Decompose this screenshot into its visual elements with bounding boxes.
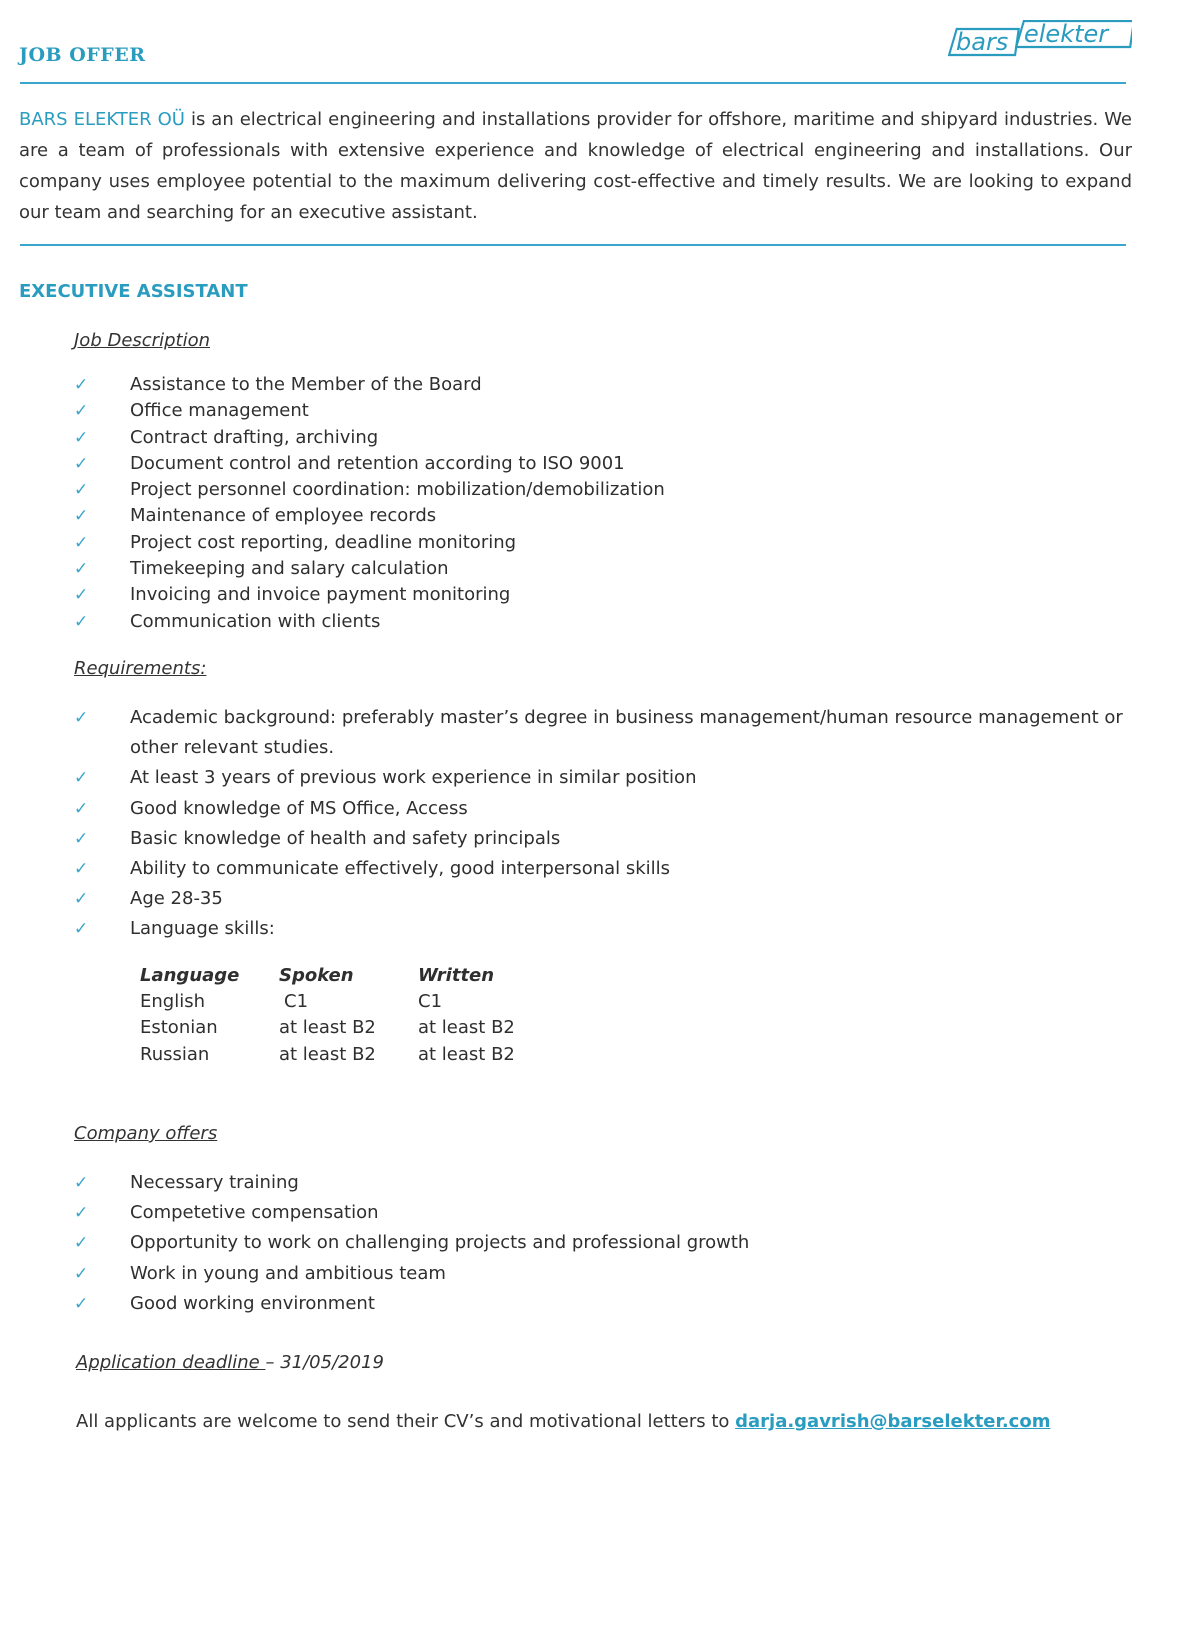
check-icon: ✓ (74, 708, 89, 728)
column-header: Language (140, 964, 240, 986)
check-icon: ✓ (74, 768, 89, 789)
company-offers-heading: Company offers (74, 1123, 218, 1144)
logo-text-elekter: elekter (1024, 20, 1109, 48)
list-item: ✓ Basic knowledge of health and safety principals (74, 824, 1170, 854)
check-icon: ✓ (74, 1173, 89, 1193)
check-icon: ✓ (74, 1203, 89, 1224)
list-item: ✓ Contract drafting, archiving (74, 425, 665, 451)
check-icon: ✓ (74, 453, 89, 474)
list-item: ✓ Work in young and ambitious team (74, 1259, 749, 1289)
list-item: ✓ Good knowledge of MS Office, Access (74, 794, 1170, 824)
check-icon: ✓ (74, 559, 89, 580)
check-icon: ✓ (74, 828, 89, 849)
check-icon: ✓ (74, 798, 89, 819)
list-item: ✓ Opportunity to work on challenging projects and professional growth (74, 1228, 749, 1258)
list-item: ✓ Invoicing and invoice payment monitoring (74, 582, 665, 608)
company-offers-list (74, 1168, 749, 1319)
application-deadline (76, 1352, 384, 1373)
table-row (140, 1015, 558, 1042)
logo-text-bars: bars (956, 28, 1009, 56)
check-icon: ✓ (74, 375, 89, 395)
table-cell: at least B2 (279, 1017, 376, 1039)
table-cell: C1 (418, 990, 443, 1012)
list-item: ✓ Ability to communicate effectively, good interpersonal skills (74, 854, 1170, 884)
list-item: ✓ Document control and retention according to ISO 9001 (74, 451, 665, 477)
list-item: ✓ Necessary training (74, 1168, 749, 1198)
check-icon: ✓ (74, 506, 89, 527)
language-skills-table (140, 962, 558, 1068)
list-item: ✓ Project personnel coordination: mobilization/demobilization (74, 477, 665, 503)
intro-text: is an electrical engineering and installations provider for offshore, maritime and shipyard industries. We are a team of professionals with extensive experience and knowledge of electrical engineering and installations. Our company uses employee potential to the maximum delivering cost-effective and timely results. We are looking to expand our team and searching for an executive assistant. (19, 109, 1133, 223)
check-icon: ✓ (74, 859, 89, 880)
check-icon: ✓ (74, 427, 89, 448)
table-cell: English (140, 990, 205, 1012)
table-row (140, 988, 558, 1015)
check-icon: ✓ (74, 1233, 89, 1254)
table-cell: at least B2 (418, 1043, 515, 1065)
column-header: Written (418, 964, 495, 986)
list-item: ✓ Language skills: (74, 914, 1170, 944)
check-icon: ✓ (74, 889, 89, 910)
position-title: EXECUTIVE ASSISTANT (19, 281, 248, 302)
list-item: ✓ Assistance to the Member of the Board (74, 372, 665, 398)
list-item: ✓ Office management (74, 398, 665, 424)
table-cell: at least B2 (418, 1017, 515, 1039)
list-item: ✓ Timekeeping and salary calculation (74, 556, 665, 582)
table-cell: Estonian (140, 1017, 218, 1039)
deadline-date: – 31/05/2019 (265, 1352, 384, 1373)
intro-paragraph (19, 104, 1132, 228)
list-item: ✓ Age 28-35 (74, 884, 1170, 914)
company-logo (948, 20, 1132, 58)
divider-middle (20, 244, 1126, 246)
check-icon: ✓ (74, 585, 89, 606)
closing-statement (76, 1411, 1050, 1432)
job-description-list (74, 372, 665, 635)
check-icon: ✓ (74, 1263, 89, 1284)
table-cell: Russian (140, 1043, 210, 1065)
check-icon: ✓ (74, 1293, 89, 1314)
requirements-list (74, 703, 1170, 945)
check-icon: ✓ (74, 480, 89, 501)
table-row (140, 1041, 558, 1068)
list-item: ✓ Competetive compensation (74, 1198, 749, 1228)
list-item: ✓ Project cost reporting, deadline monitoring (74, 530, 665, 556)
list-item: ✓ Communication with clients (74, 609, 665, 635)
job-description-heading: Job Description (74, 330, 210, 351)
column-header: Spoken (279, 964, 354, 986)
closing-text: All applicants are welcome to send their CV’s and motivational letters to (76, 1411, 736, 1432)
list-item: ✓ Maintenance of employee records (74, 503, 665, 529)
list-item: ✓ Good working environment (74, 1289, 749, 1319)
check-icon: ✓ (74, 611, 89, 632)
contact-email-link[interactable]: darja.gavrish@barselekter.com (735, 1411, 1051, 1432)
check-icon: ✓ (74, 532, 89, 553)
divider-top (20, 82, 1126, 84)
page-title: JOB OFFER (19, 44, 146, 66)
table-cell: C1 (284, 990, 309, 1012)
deadline-label: Application deadline (76, 1352, 266, 1373)
requirements-heading: Requirements: (74, 658, 207, 679)
check-icon: ✓ (74, 401, 89, 422)
list-item: ✓ Academic background: preferably master’s degree in business management/human resource management or other relevant studies. (74, 703, 1170, 763)
table-header-row (140, 962, 558, 988)
company-name: BARS ELEKTER OÜ (19, 109, 185, 130)
list-item: ✓ At least 3 years of previous work experience in similar position (74, 763, 1170, 793)
check-icon: ✓ (74, 919, 89, 940)
table-cell: at least B2 (279, 1043, 376, 1065)
